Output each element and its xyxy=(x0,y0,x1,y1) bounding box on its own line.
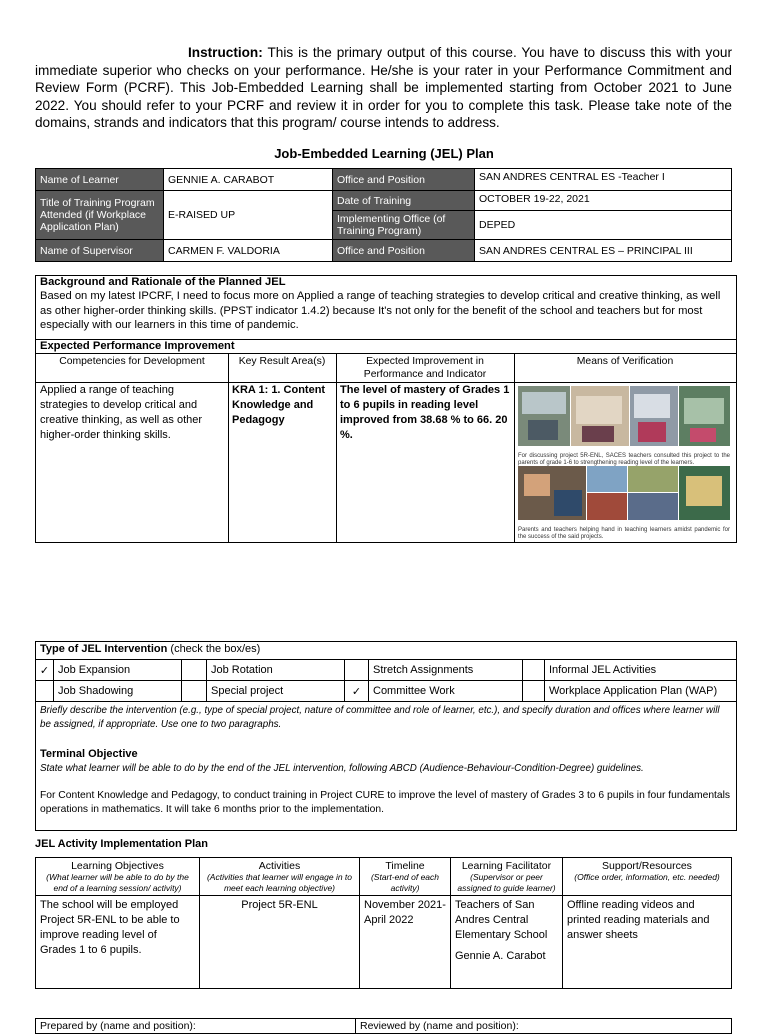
plan-h1: Learning Objectives xyxy=(71,860,164,872)
activity-plan-table xyxy=(35,857,732,989)
background-rationale-section xyxy=(35,275,737,543)
option-special-project: Special project xyxy=(207,681,345,702)
background-text: Based on my latest IPCRF, I need to focus more on Applied a range of teaching strategies to develop critical and creative thinking, as well as other higher-order thinking skills. (PPST indicator 1.4.2) because It's not only for the benefit of the school and teachers but for most especially with our learners in this time of pandemic. xyxy=(40,290,721,332)
plan-h5-sub: (Office order, information, etc. needed) xyxy=(574,872,720,882)
terminal-objective-hint: State what learner will be able to do by the end of the JEL intervention, following ABCD (Audience-Behaviour-Condition-Degree) guidelines. xyxy=(40,763,644,774)
prepared-by-label: Prepared by (name and position): xyxy=(36,1019,356,1034)
plan-timeline: November 2021-April 2022 xyxy=(360,896,451,989)
option-informal-jel: Informal JEL Activities xyxy=(545,660,737,681)
special-project-checkbox[interactable] xyxy=(182,681,207,702)
background-title: Background and Rationale of the Planned JEL xyxy=(40,276,286,288)
option-job-shadowing: Job Shadowing xyxy=(54,681,182,702)
training-title-label: Title of Training Program Attended (if Workplace Application Plan) xyxy=(36,191,164,240)
plan-h3: Timeline xyxy=(385,860,425,872)
office-position-value: SAN ANDRES CENTRAL ES -Teacher I xyxy=(475,169,732,191)
jel-type-label: Type of JEL Intervention xyxy=(40,643,168,655)
plan-h2-sub: (Activities that learner will engage in to meet each learning objective) xyxy=(206,872,353,893)
col-kra: Key Result Area(s) xyxy=(238,356,326,367)
col-means-of-verification: Means of Verification xyxy=(576,356,674,367)
jel-type-checkbox-table xyxy=(35,659,737,702)
photo-collage-top xyxy=(518,386,730,448)
plan-facilitator: Teachers of San Andres Central Elementary School xyxy=(455,899,548,941)
office-position-label: Office and Position xyxy=(333,169,475,191)
plan-title: JEL Activity Implementation Plan xyxy=(35,838,208,850)
option-committee-work: Committee Work xyxy=(369,681,523,702)
instruction-label: Instruction: xyxy=(188,45,263,60)
plan-resources: Offline reading videos and printed reading materials and answer sheets xyxy=(563,896,732,989)
check-mark-icon: ✓ xyxy=(39,664,50,677)
competency-text: Applied a range of teaching strategies to develop critical and creative thinking, as well as other higher-order thinking skills. xyxy=(40,384,203,441)
plan-objective: The school will be employed Project 5R-ENL to be able to improve reading level of Grades 1 to 6 pupils. xyxy=(36,896,200,989)
name-of-learner-value: GENNIE A. CARABOT xyxy=(164,169,333,191)
option-job-rotation: Job Rotation xyxy=(207,660,345,681)
photo-caption-2: Parents and teachers helping hand in teaching learners amidst pandemic for the success of the said projects. xyxy=(518,527,730,540)
photo-caption-1: For discussing project 5R-ENL, SACES teachers consulted this project to the parents of grade 1-6 to strengthening reading level of the learners. xyxy=(518,453,730,466)
job-expansion-checkbox[interactable] xyxy=(36,660,54,681)
expected-improvement-title: Expected Performance Improvement xyxy=(40,340,235,352)
plan-h5: Support/Resources xyxy=(602,860,692,872)
date-of-training-label: Date of Training xyxy=(333,191,475,211)
kra-text: KRA 1: 1. Content Knowledge and Pedagogy xyxy=(232,384,326,426)
terminal-objective-text: For Content Knowledge and Pedagogy, to conduct training in Project CURE to improve the level of mastery of Grades 3 to 6 pupils in four fundamentals operations in mathematics. It will take 6 months prior to the implementation. xyxy=(40,790,731,815)
supervisor-office-value: SAN ANDRES CENTRAL ES – PRINCIPAL III xyxy=(475,240,732,262)
job-shadowing-checkbox[interactable] xyxy=(36,681,54,702)
supervisor-label: Name of Supervisor xyxy=(36,240,164,262)
plan-h3-sub: (Start-end of each activity) xyxy=(370,872,440,893)
improvement-text: The level of mastery of Grades 1 to 6 pupils in reading level improved from 38.68 % to 66. 20 %. xyxy=(340,384,510,441)
plan-h4-sub: (Supervisor or peer assigned to guide learner) xyxy=(457,872,556,893)
col-competencies: Competencies for Development xyxy=(59,356,205,367)
instruction-paragraph xyxy=(35,44,732,132)
instruction-text: This is the primary output of this course. You have to discuss this with your immediate superior who checks on your performance. He/she is your rater in your Performance Commitment and Review Form (PCRF). This Job-Embedded Learning shall be implemented starting from October 2021 to June 2022. You should refer to your PCRF and review it in order for you to complete this task. Please take note of the domains, strands and indicators that this program/ course intends to address. xyxy=(35,45,733,131)
implementing-office-value: DEPED xyxy=(475,211,732,240)
plan-h2: Activities xyxy=(258,860,301,872)
supervisor-value: CARMEN F. VALDORIA xyxy=(164,240,333,262)
date-of-training-value: OCTOBER 19-22, 2021 xyxy=(475,191,732,211)
implementing-office-label: Implementing Office (of Training Program) xyxy=(333,211,475,240)
option-wap: Workplace Application Plan (WAP) xyxy=(545,681,737,702)
signature-table xyxy=(35,1018,732,1034)
terminal-objective-title: Terminal Objective xyxy=(40,748,138,760)
stretch-assignments-checkbox[interactable] xyxy=(345,660,369,681)
page-title: Job-Embedded Learning (JEL) Plan xyxy=(274,146,494,161)
plan-activity: Project 5R-ENL xyxy=(200,896,360,989)
photo-collage-bottom xyxy=(518,466,730,522)
col-expected-improvement: Expected Improvement in Performance and Indicator xyxy=(363,356,487,380)
supervisor-office-label: Office and Position xyxy=(333,240,475,262)
informal-jel-checkbox[interactable] xyxy=(523,660,545,681)
jel-type-hint: (check the box/es) xyxy=(170,643,261,655)
plan-h1-sub: (What learner will be able to do by the end of a learning session/ activity) xyxy=(46,872,189,893)
reviewed-by-label: Reviewed by (name and position): xyxy=(356,1019,732,1034)
plan-facilitator-2: Gennie A. Carabot xyxy=(455,950,546,962)
wap-checkbox[interactable] xyxy=(523,681,545,702)
job-rotation-checkbox[interactable] xyxy=(182,660,207,681)
committee-work-checkbox[interactable] xyxy=(345,681,369,702)
learner-info-table xyxy=(35,168,732,262)
option-job-expansion: Job Expansion xyxy=(54,660,182,681)
name-of-learner-label: Name of Learner xyxy=(36,169,164,191)
jel-describe-hint: Briefly describe the intervention (e.g., type of special project, nature of committee and role of learner, etc.), and specify duration and offices where learner will be assigned, if appropriate. Use one to two paragraphs. xyxy=(40,705,720,730)
training-title-value: E-RAISED UP xyxy=(164,191,333,240)
check-mark-icon: ✓ xyxy=(351,685,362,698)
plan-h4: Learning Facilitator xyxy=(461,860,552,872)
option-stretch-assignments: Stretch Assignments xyxy=(369,660,523,681)
verification-photos xyxy=(518,386,730,538)
